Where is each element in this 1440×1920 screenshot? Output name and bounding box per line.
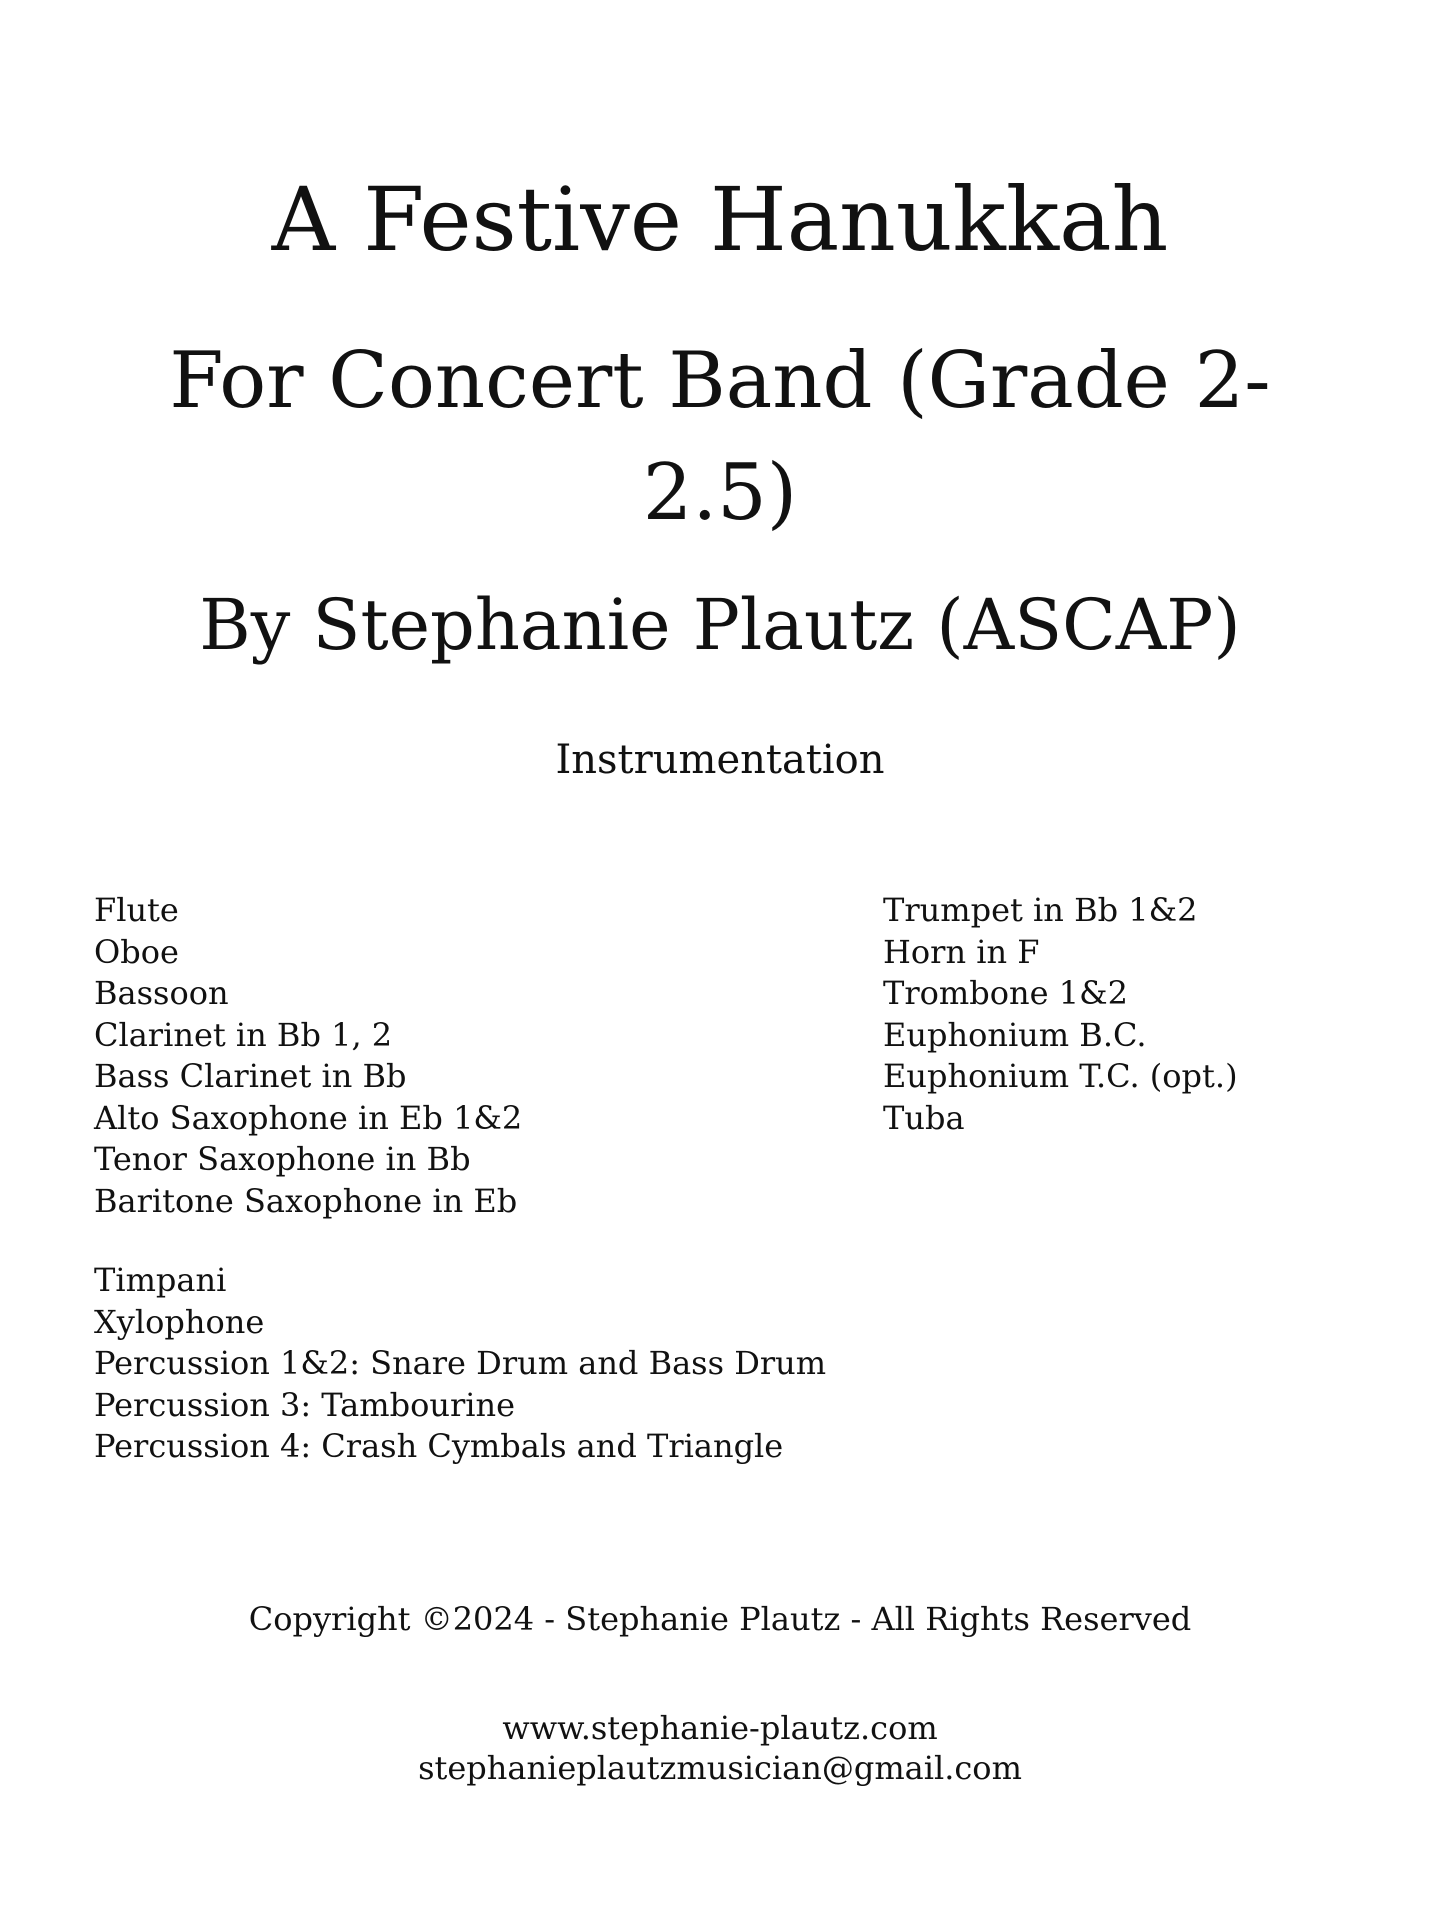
email-link[interactable]: stephanieplautzmusician@gmail.com <box>418 1749 1022 1787</box>
subtitle: For Concert Band (Grade 2-2.5) <box>169 336 1271 538</box>
list-item: Percussion 1&2: Snare Drum and Bass Drum <box>94 1344 827 1382</box>
list-item: Xylophone <box>94 1302 265 1341</box>
list-item: Timpani <box>94 1261 227 1299</box>
list-item: Oboe <box>94 932 179 971</box>
list-item: Bass Clarinet in Bb <box>94 1057 407 1095</box>
list-item: Tuba <box>883 1098 965 1137</box>
list-item: Flute <box>94 891 179 929</box>
list-item: Euphonium T.C. (opt.) <box>883 1057 1238 1095</box>
percussion-list <box>94 1260 826 1468</box>
list-item: Percussion 4: Crash Cymbals and Triangle <box>94 1427 784 1465</box>
list-item: Trumpet in Bb 1&2 <box>883 891 1198 929</box>
website-link[interactable]: www.stephanie-plautz.com <box>502 1709 938 1747</box>
list-item: Clarinet in Bb 1, 2 <box>94 1015 393 1054</box>
page-title: A Festive Hanukkah <box>271 168 1169 271</box>
list-item: Trombone 1&2 <box>883 974 1128 1012</box>
list-item: Percussion 3: Tambourine <box>94 1385 516 1424</box>
list-item: Euphonium B.C. <box>883 1015 1147 1054</box>
instrumentation-heading: Instrumentation <box>555 737 885 783</box>
list-item: Baritone Saxophone in Eb <box>94 1181 518 1220</box>
brass-list <box>883 890 1238 1139</box>
list-item: Tenor Saxophone in Bb <box>94 1140 471 1178</box>
author-line: By Stephanie Plautz (ASCAP) <box>199 584 1241 666</box>
woodwinds-list <box>94 890 522 1222</box>
contact-info <box>0 1708 1440 1788</box>
copyright-notice: Copyright ©2024 - Stephanie Plautz - All Rights Reserved <box>248 1600 1192 1638</box>
list-item: Alto Saxophone in Eb 1&2 <box>94 1098 523 1137</box>
list-item: Bassoon <box>94 974 229 1012</box>
list-item: Horn in F <box>883 932 1040 971</box>
